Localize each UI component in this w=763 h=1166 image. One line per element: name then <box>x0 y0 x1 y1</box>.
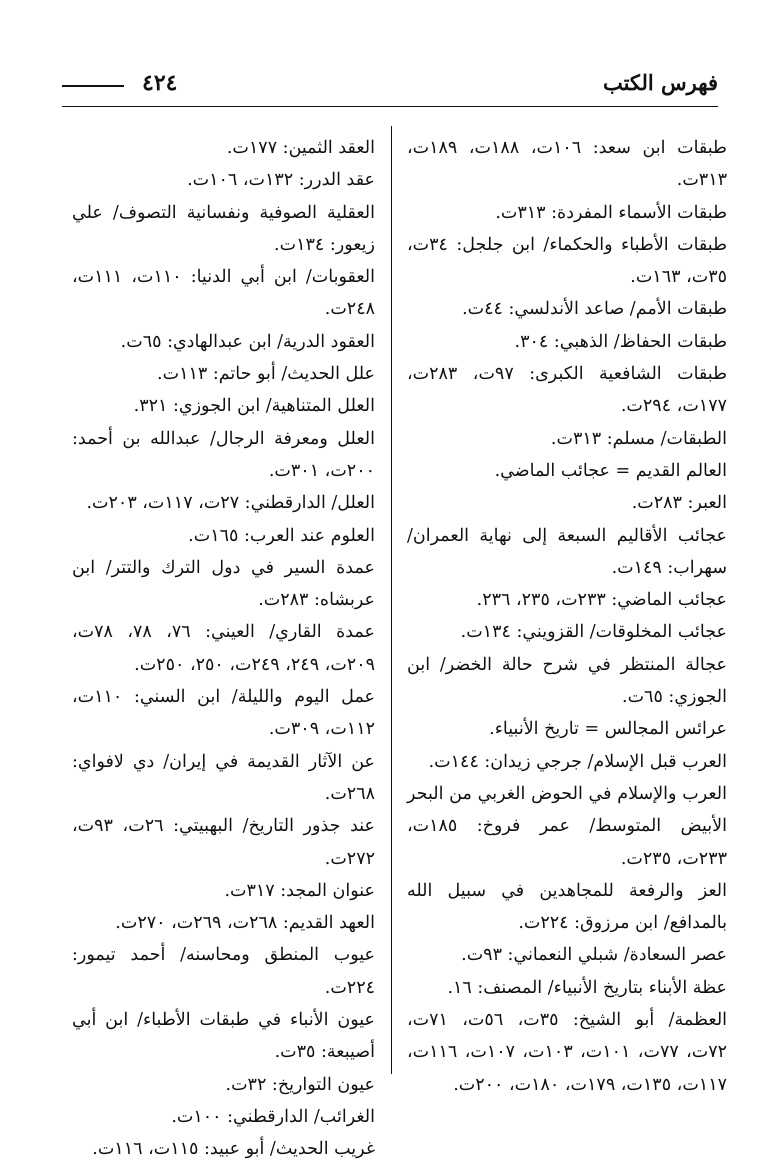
index-entry: غريب الحديث/ أبو عبيد: ١١٥ت، ١١٦ت. <box>92 1139 375 1160</box>
index-entry: عمدة السير في دول الترك والتتر/ ابن عربشاه: ٢٨٣ت. <box>72 557 375 611</box>
index-entry: طبقات ابن سعد: ١٠٦ت، ١٨٨ت، ١٨٩ت، ٣١٣ت. <box>407 138 727 191</box>
index-entry: العرب قبل الإسلام/ جرجي زيدان: ١٤٤ت. <box>428 751 727 772</box>
index-entry: العقد الثمين: ١٧٧ت. <box>226 138 375 158</box>
index-entry: عمدة القاري/ العيني: ٧٦، ٧٨، ٧٨ت، ٢٠٩ت، ٢٤٩، ٢٤٩ت، ٢٥٠، ٢٥٠ت. <box>72 622 375 675</box>
index-entry: العبر: ٢٨٣ت. <box>631 493 727 514</box>
page-number-rule <box>62 85 124 87</box>
index-entry: العلل/ الدارقطني: ٢٧ت، ١١٧ت، ٢٠٣ت. <box>86 493 375 514</box>
column-divider <box>391 126 392 1074</box>
index-entry: العز والرفعة للمجاهدين في سبيل الله بالمدافع/ ابن مرزوق: ٢٢٤ت. <box>407 880 727 934</box>
index-entry: عيون الأنباء في طبقات الأطباء/ ابن أبي أصيبعة: ٣٥ت. <box>72 1010 375 1063</box>
index-entry: طبقات الحفاظ/ الذهبي: ٣٠٤. <box>514 331 727 352</box>
header-rule <box>62 106 718 107</box>
index-entry: العقود الدرية/ ابن عبدالهادي: ٦٥ت. <box>120 331 375 352</box>
index-entry: عمل اليوم والليلة/ ابن السني: ١١٠ت، ١١٢ت، ٣٠٩ت. <box>72 687 375 740</box>
running-title: فهرس الكتب <box>602 70 718 95</box>
index-entry: عجائب الأقاليم السبعة إلى نهاية العمران/ سهراب: ١٤٩ت. <box>407 525 727 578</box>
index-entry: العقوبات/ ابن أبي الدنيا: ١١٠ت، ١١١ت، ٢٤٨ت. <box>72 267 375 320</box>
index-entry: عن الآثار القديمة في إيران/ دي لافواي: ٢٦٨ت. <box>72 751 375 804</box>
index-entry: طبقات الشافعية الكبرى: ٩٧ت، ٢٨٣ت، ١٧٧ت، ٢٩٤ت. <box>407 364 727 417</box>
index-entry: العالم القديم = عجائب الماضي. <box>494 460 727 481</box>
index-entry: عيوب المنطق ومحاسنه/ أحمد تيمور: ٢٢٤ت. <box>72 945 375 998</box>
index-entry: العلل المتناهية/ ابن الجوزي: ٣٢١. <box>133 396 375 417</box>
page-number: ٤٢٤ <box>142 70 178 96</box>
index-entry: عند جذور التاريخ/ البهبيتي: ٢٦ت، ٩٣ت، ٢٧٢ت. <box>72 816 375 869</box>
index-entry: العقلية الصوفية ونفسانية التصوف/ علي زيعور: ١٣٤ت. <box>72 202 375 255</box>
index-entry: العرب والإسلام في الحوض الغربي من البحر الأبيض المتوسط/ عمر فروخ: ١٨٥ت، ٢٣٣ت، ٢٣٥ت. <box>407 783 727 869</box>
index-entry: طبقات الأطباء والحكماء/ ابن جلجل: ٣٤ت، ٣٥ت، ١٦٣ت. <box>407 234 727 288</box>
index-entry: العظمة/ أبو الشيخ: ٣٥ت، ٥٦ت، ٧١ت، ٧٢ت، ٧٧ت، ١٠١ت، ١٠٣ت، ١٠٧ت، ١١٦ت، ١١٧ت، ١٣٥ت، ١٧٩ت، ١٨٠ت، ٢٠٠ت. <box>407 1010 728 1095</box>
index-entry: العلل ومعرفة الرجال/ عبدالله بن أحمد: ٢٠٠ت، ٣٠١ت. <box>72 428 375 481</box>
index-entry: عجائب الماضي: ٢٣٣ت، ٢٣٥، ٢٣٦. <box>476 590 727 611</box>
index-entry: طبقات الأمم/ صاعد الأندلسي: ٤٤ت. <box>462 299 727 320</box>
index-entry: الغرائب/ الدارقطني: ١٠٠ت. <box>171 1106 375 1127</box>
index-entry: عظة الأبناء بتاريخ الأنبياء/ المصنف: ١٦. <box>447 977 727 998</box>
index-column-right <box>407 132 727 1101</box>
index-entry: الطبقات/ مسلم: ٣١٣ت. <box>550 428 727 449</box>
index-entry: عقد الدرر: ١٣٢ت، ١٠٦ت. <box>187 170 375 191</box>
index-entry: العلوم عند العرب: ١٦٥ت. <box>188 525 375 546</box>
index-entry: عجائب المخلوقات/ القزويني: ١٣٤ت. <box>460 622 727 643</box>
index-entry: عرائس المجالس = تاريخ الأنبياء. <box>489 719 727 740</box>
index-entry: عيون التواريخ: ٣٢ت. <box>225 1074 375 1095</box>
index-column-left <box>72 132 375 1166</box>
index-entry: العهد القديم: ٢٦٨ت، ٢٦٩ت، ٢٧٠ت. <box>115 913 375 934</box>
page-header <box>62 70 718 104</box>
index-entry: علل الحديث/ أبو حاتم: ١١٣ت. <box>157 364 375 385</box>
index-entry: عجالة المنتظر في شرح حالة الخضر/ ابن الجوزي: ٦٥ت. <box>407 654 727 708</box>
index-entry: عنوان المجد: ٣١٧ت. <box>224 880 375 901</box>
index-entry: طبقات الأسماء المفردة: ٣١٣ت. <box>495 202 727 223</box>
index-entry: عصر السعادة/ شبلي النعماني: ٩٣ت. <box>461 945 727 966</box>
